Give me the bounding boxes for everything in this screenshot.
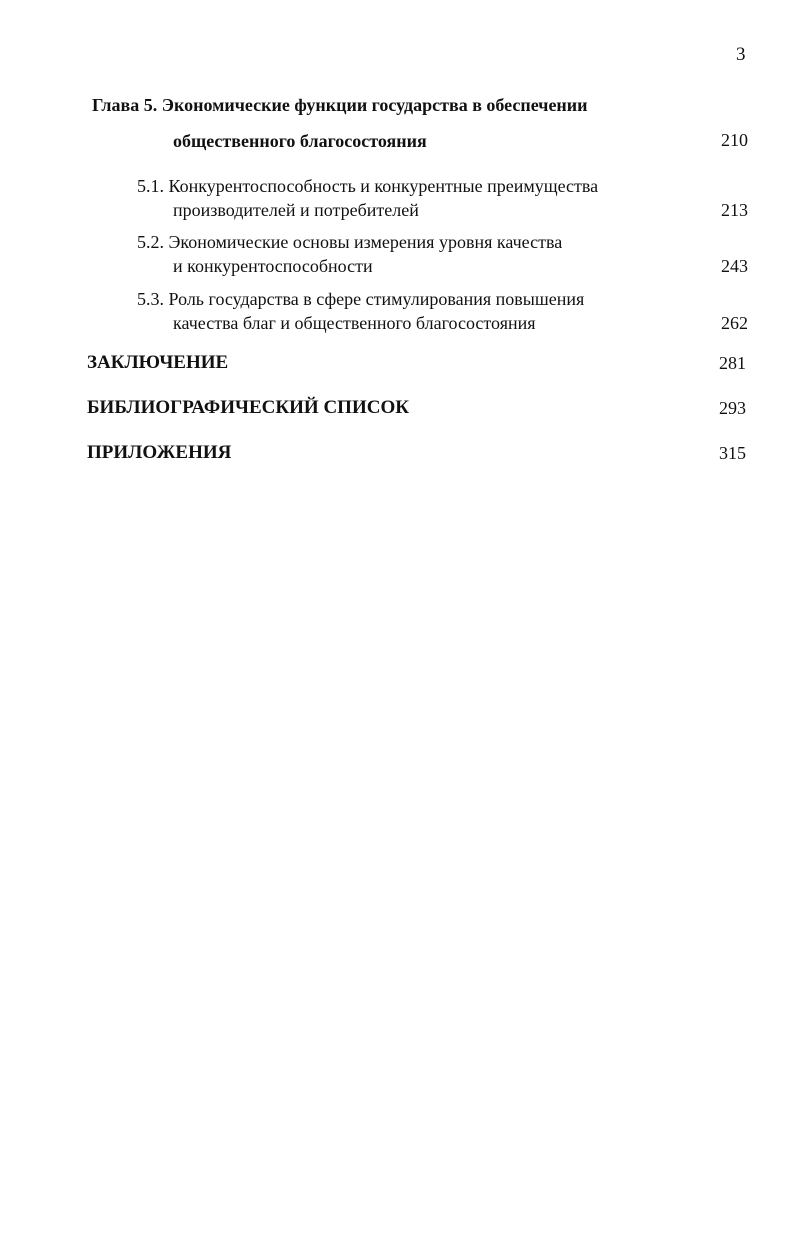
appendices-page: 315 [719, 443, 746, 463]
section-5-1-page: 213 [721, 200, 748, 220]
section-5-3-line1: 5.3. Роль государства в сфере стимулирования повышения [137, 289, 585, 309]
section-5-1-line2: производителей и потребителей [173, 200, 419, 220]
conclusion-page: 281 [719, 353, 746, 373]
conclusion-title: ЗАКЛЮЧЕНИЕ [87, 352, 229, 373]
section-5-3-page: 262 [721, 313, 748, 333]
appendices-title: ПРИЛОЖЕНИЯ [87, 442, 232, 463]
bibliography-title: БИБЛИОГРАФИЧЕСКИЙ СПИСОК [87, 397, 410, 418]
section-5-1-line1: 5.1. Конкурентоспособность и конкурентные преимущества [137, 176, 599, 196]
chapter-5-title-line2: общественного благосостояния [173, 131, 427, 151]
bibliography-page: 293 [719, 398, 746, 418]
section-5-3-line2: качества благ и общественного благосостояния [173, 313, 536, 333]
chapter-5-title-line1: Глава 5. Экономические функции государства в обеспечении [92, 95, 588, 115]
section-5-2-line2: и конкурентоспособности [173, 256, 373, 276]
page-number: 3 [736, 44, 746, 65]
section-5-2-line1: 5.2. Экономические основы измерения уровня качества [137, 232, 563, 252]
chapter-5-page: 210 [721, 130, 748, 150]
section-5-2-page: 243 [721, 256, 748, 276]
